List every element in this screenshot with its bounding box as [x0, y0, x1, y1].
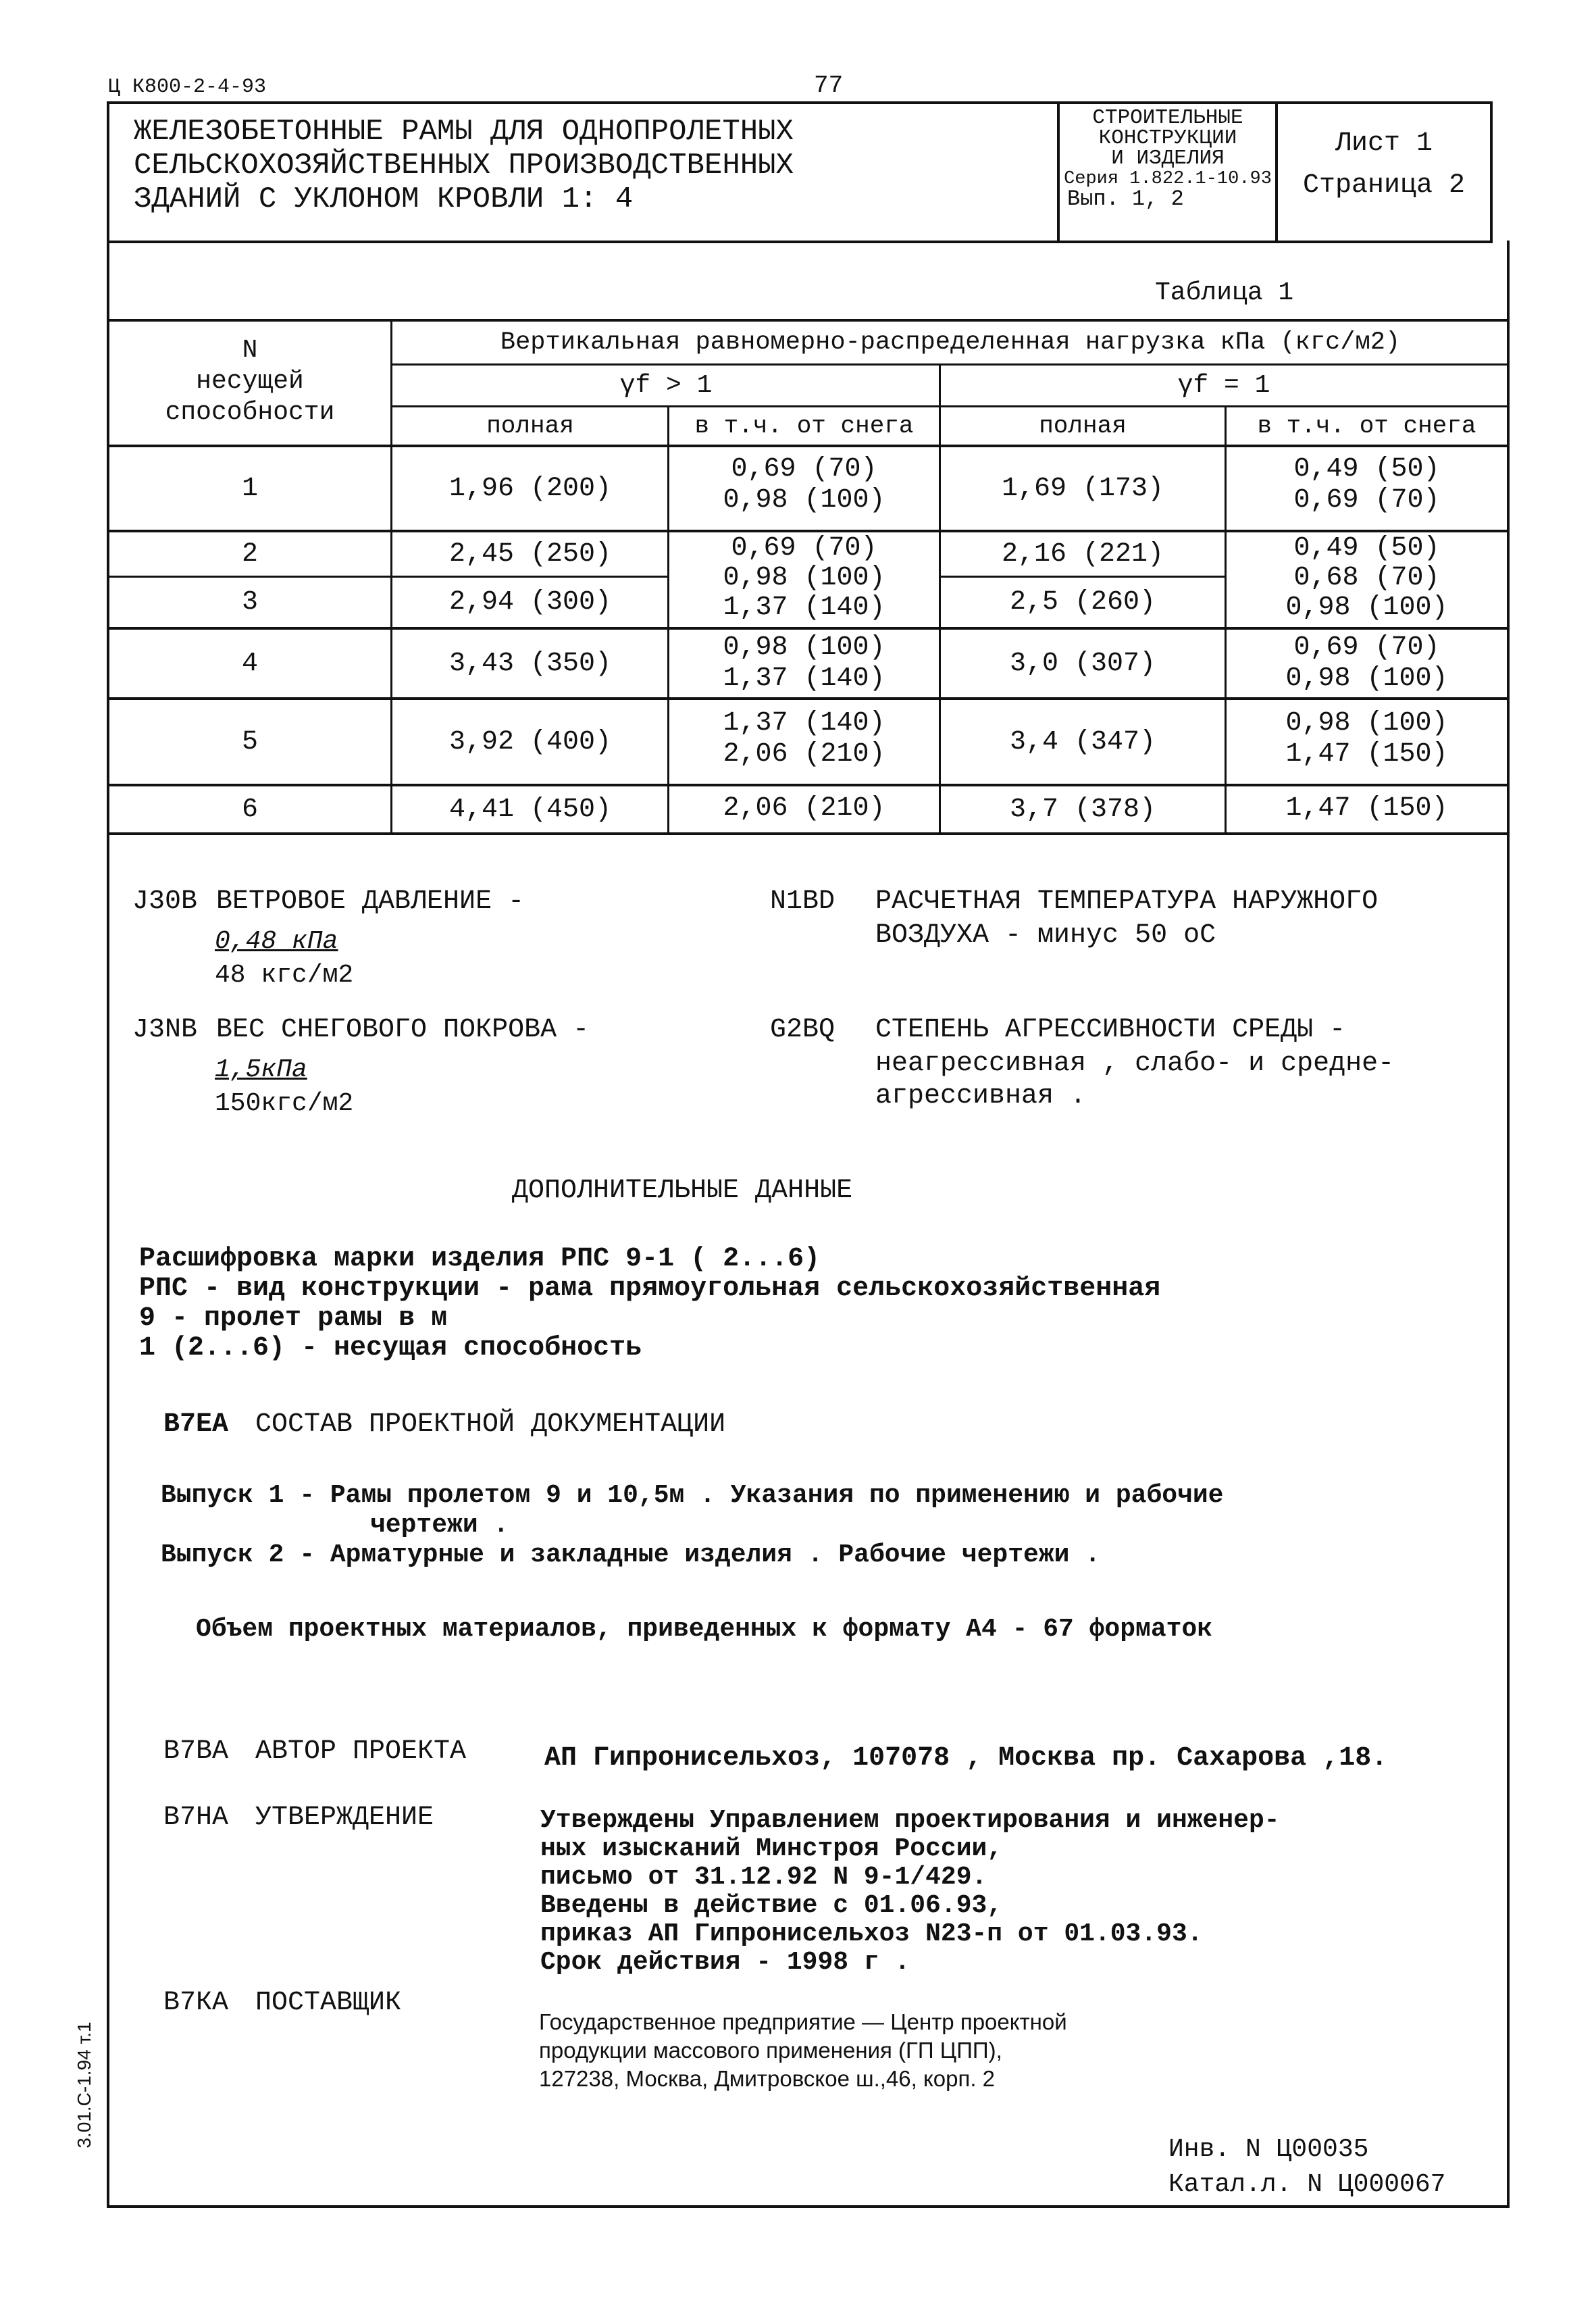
snow-gt-group-2	[669, 534, 939, 623]
table-row: 5	[241, 726, 258, 757]
table-row: 3	[241, 587, 258, 618]
approval-line: Срок действия - 1998 г .	[540, 1948, 910, 1977]
snow-gt-value: 0,98 (100)	[723, 485, 885, 515]
additional-line: РПС - вид конструкции - рама прямоугольная сельскохозяйственная	[139, 1274, 1161, 1304]
snow-eq-group-5	[1227, 793, 1507, 824]
issues-label: Вып. 1, 2	[1067, 186, 1184, 211]
snow-cover-kgs: 150кгс/м2	[215, 1089, 354, 1118]
approval-line: письмо от 31.12.92 N 9-1/429.	[540, 1863, 987, 1892]
approval-line: Введены в действие с 01.06.93,	[540, 1891, 1003, 1920]
composition-issue-2: Выпуск 2 - Арматурные и закладные изделия . Рабочие чертежи .	[161, 1540, 1101, 1569]
capacity-header-line-2: несущей	[196, 367, 304, 396]
category-line-1: СТРОИТЕЛЬНЫЕ	[1092, 106, 1243, 130]
snow-gt-value: 1,37 (140)	[723, 663, 885, 694]
document-title	[134, 115, 794, 216]
full-load-header-gt: полная	[486, 412, 574, 440]
aggressiveness-label-2: неагрессивная , слабо- и средне-	[875, 1049, 1395, 1079]
catalog-number: Катал.л. N Ц000067	[1168, 2170, 1446, 2199]
aggressiveness-label-3: агрессивная .	[875, 1081, 1087, 1111]
supplier-label: ПОСТАВЩИК	[255, 1988, 402, 2018]
full-load-gt-cell: 3,43 (350)	[448, 648, 612, 679]
full-load-gt-cell: 4,41 (450)	[448, 794, 612, 825]
gamma-gt-header: γf > 1	[619, 371, 713, 400]
document-code: Ц К800-2-4-93	[108, 76, 267, 99]
page-number: 77	[814, 72, 844, 99]
frame-bottom	[107, 2205, 1510, 2208]
approval-line: приказ АП Гипронисельхоз N23-п от 01.03.93.	[540, 1919, 1203, 1948]
snow-eq-group-1	[1227, 454, 1507, 516]
snow-eq-value: 0,98 (100)	[1285, 708, 1448, 738]
snow-eq-group-3	[1227, 632, 1507, 695]
snow-eq-value: 1,47 (150)	[1285, 793, 1448, 824]
snow-eq-value: 0,98 (100)	[1285, 593, 1448, 623]
supplier-code: В7КА	[163, 1988, 229, 2018]
full-load-header-eq: полная	[1039, 412, 1127, 440]
title-line-3: ЗДАНИЙ С УКЛОНОМ КРОВЛИ 1: 4	[134, 182, 634, 216]
author-label: АВТОР ПРОЕКТА	[255, 1736, 467, 1767]
sheet-label: Лист 1	[1335, 128, 1433, 159]
temperature-label-2: ВОЗДУХА - минус 50 оС	[875, 920, 1216, 951]
gamma-eq-header: γf = 1	[1177, 371, 1270, 400]
full-load-gt-cell: 2,94 (300)	[448, 587, 612, 618]
additional-line: Расшифровка марки изделия РПС 9-1 ( 2...6)	[139, 1244, 821, 1274]
table-caption: Таблица 1	[1155, 278, 1294, 307]
snow-eq-value: 0,49 (50)	[1293, 454, 1440, 484]
snow-eq-value: 0,69 (70)	[1293, 632, 1440, 663]
snow-gt-group-4	[669, 708, 939, 770]
supplier-line: Государственное предприятие — Центр проектной	[539, 2009, 1067, 2034]
author-value: АП Гипронисельхоз, 107078 , Москва пр. Сахарова ,18.	[544, 1743, 1388, 1774]
table-row: 4	[241, 648, 258, 679]
category-block	[1062, 108, 1274, 209]
snow-eq-value: 0,98 (100)	[1285, 663, 1448, 694]
category-line-2: КОНСТРУКЦИИ	[1098, 126, 1237, 150]
full-load-gt-cell: 1,96 (200)	[448, 473, 612, 504]
approval-code: В7НА	[163, 1803, 229, 1833]
snow-gt-value: 0,69 (70)	[731, 533, 877, 563]
snow-gt-value: 0,98 (100)	[723, 632, 885, 663]
snow-eq-value: 0,68 (70)	[1293, 563, 1440, 593]
full-load-eq-cell: 3,7 (378)	[1009, 794, 1156, 825]
aggressiveness-code: G2BQ	[770, 1015, 835, 1045]
composition-code: В7ЕА	[163, 1409, 229, 1440]
snow-load-header-gt: в т.ч. от снега	[694, 412, 914, 440]
snow-eq-value: 1,47 (150)	[1285, 739, 1448, 770]
composition-issue-1-cont: чертежи .	[370, 1511, 509, 1540]
approval-line: Утверждены Управлением проектирования и инженер-	[540, 1806, 1280, 1835]
side-stamp: 3.01.С-1.94 т.1	[74, 2021, 95, 2148]
temperature-code: N1BD	[770, 886, 835, 917]
full-load-eq-cell: 1,69 (173)	[1001, 473, 1164, 504]
snow-eq-group-2	[1227, 534, 1507, 623]
documentation-volume: Объем проектных материалов, приведенных к формату А4 - 67 форматок	[196, 1615, 1213, 1644]
snow-load-header-eq: в т.ч. от снега	[1257, 412, 1476, 440]
snow-gt-group-3	[669, 632, 939, 695]
full-load-eq-cell: 3,0 (307)	[1009, 648, 1156, 679]
supplier-line: 127238, Москва, Дмитровское ш.,46, корп. 2	[539, 2066, 996, 2091]
wind-kgs: 48 кгс/м2	[215, 961, 354, 990]
snow-gt-value: 2,06 (210)	[723, 793, 885, 824]
composition-label: СОСТАВ ПРОЕКТНОЙ ДОКУМЕНТАЦИИ	[255, 1409, 726, 1440]
table-row: 1	[241, 473, 258, 504]
series-label: Серия 1.822.1-10.93	[1064, 169, 1272, 189]
frame-right	[1507, 241, 1510, 2208]
temperature-label-1: РАСЧЕТНАЯ ТЕМПЕРАТУРА НАРУЖНОГО	[875, 886, 1379, 917]
full-load-gt-cell: 2,45 (250)	[448, 538, 612, 570]
supplier-line: продукции массового применения (ГП ЦПП),	[539, 2038, 1002, 2063]
snow-gt-group-1	[669, 454, 939, 516]
snow-gt-value: 2,06 (210)	[723, 739, 885, 770]
approval-label: УТВЕРЖДЕНИЕ	[255, 1803, 434, 1833]
table-row: 2	[241, 538, 258, 570]
aggressiveness-label-1: СТЕПЕНЬ АГРЕССИВНОСТИ СРЕДЫ -	[875, 1015, 1346, 1045]
approval-line: ных изысканий Минстроя России,	[540, 1834, 1003, 1863]
snow-gt-value: 0,98 (100)	[723, 563, 885, 593]
wind-label: ВЕТРОВОЕ ДАВЛЕНИЕ -	[216, 886, 525, 917]
capacity-column-header	[109, 324, 390, 439]
table-row: 6	[241, 794, 258, 825]
title-line-2: СЕЛЬСКОХОЗЯЙСТВЕННЫХ ПРОИЗВОДСТВЕННЫХ	[134, 149, 794, 182]
capacity-header-line-3: способности	[165, 398, 335, 427]
snow-gt-value: 1,37 (140)	[723, 708, 885, 738]
wind-code: J30B	[132, 886, 198, 917]
page-label: Страница 2	[1302, 170, 1466, 201]
snow-gt-group-5	[669, 793, 939, 824]
author-code: В7ВА	[163, 1736, 229, 1767]
supplier-text	[539, 2008, 1067, 2093]
full-load-eq-cell: 2,5 (260)	[1009, 587, 1156, 618]
snow-eq-group-4	[1227, 708, 1507, 770]
inventory-number: Инв. N Ц00035	[1168, 2135, 1369, 2164]
category-line-3: И ИЗДЕЛИЯ	[1111, 147, 1225, 170]
full-load-eq-cell: 3,4 (347)	[1009, 726, 1156, 757]
approval-text	[540, 1807, 1280, 1977]
additional-line: 9 - пролет рамы в м	[139, 1303, 448, 1334]
snow-cover-code: J3NB	[132, 1015, 198, 1045]
snow-gt-value: 0,69 (70)	[731, 454, 877, 484]
snow-cover-label: ВЕС СНЕГОВОГО ПОКРОВА -	[216, 1015, 590, 1045]
snow-eq-value: 0,69 (70)	[1293, 485, 1440, 515]
additional-data-lines	[139, 1244, 1160, 1363]
full-load-gt-cell: 3,92 (400)	[448, 726, 612, 757]
capacity-header-line-1: N	[242, 336, 258, 365]
title-line-1: ЖЕЛЕЗОБЕТОННЫЕ РАМЫ ДЛЯ ОДНОПРОЛЕТНЫХ	[134, 115, 794, 149]
wind-kpa: 0,48 кПа	[215, 927, 338, 956]
snow-gt-value: 1,37 (140)	[723, 593, 885, 623]
load-header: Вертикальная равномерно-распределенная нагрузка кПа (кгс/м2)	[500, 328, 1401, 357]
full-load-eq-cell: 2,16 (221)	[1001, 538, 1164, 570]
snow-cover-kpa: 1,5кПа	[215, 1055, 307, 1084]
composition-issue-1: Выпуск 1 - Рамы пролетом 9 и 10,5м . Указания по применению и рабочие	[161, 1481, 1224, 1510]
additional-data-heading: ДОПОЛНИТЕЛЬНЫЕ ДАННЫЕ	[512, 1176, 853, 1206]
additional-line: 1 (2...6) - несущая способность	[139, 1333, 642, 1363]
snow-eq-value: 0,49 (50)	[1293, 533, 1440, 563]
